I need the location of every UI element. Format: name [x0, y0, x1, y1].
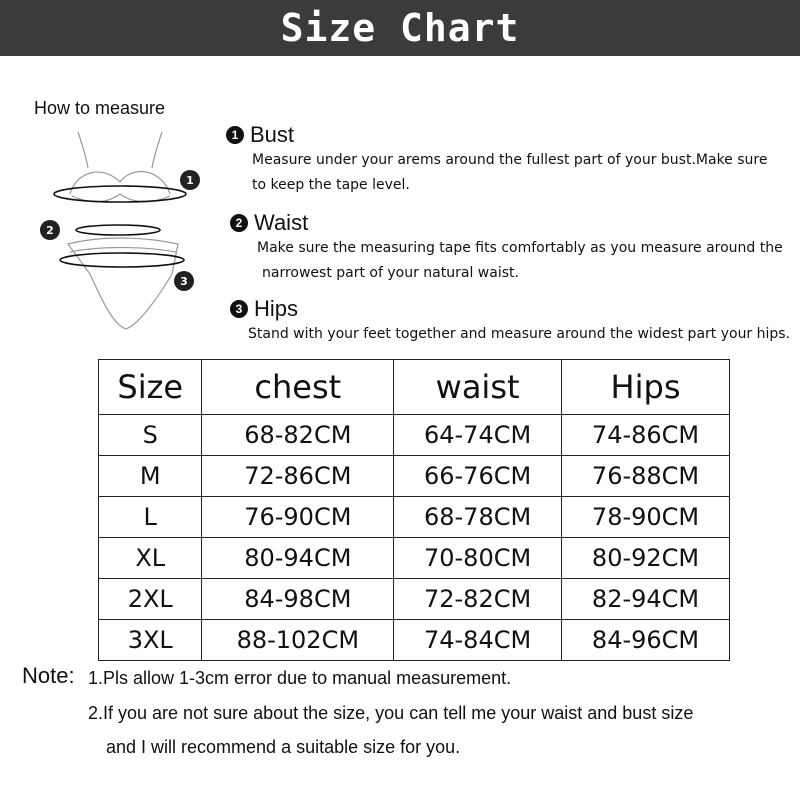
column-header-hips: Hips — [562, 360, 730, 415]
hips-cell: 78-90CM — [562, 497, 730, 538]
table-row — [99, 456, 730, 497]
note-line-2: 2.If you are not sure about the size, you can tell me your waist and bust size — [88, 703, 694, 723]
step-title: Hips — [254, 296, 299, 321]
note-line-1: 1.Pls allow 1-3cm error due to manual measurement. — [88, 668, 512, 688]
note-line-3: and I will recommend a suitable size for you. — [106, 737, 461, 757]
table-row — [99, 497, 730, 538]
size-cell: L — [99, 497, 202, 538]
step-description — [257, 236, 783, 286]
step-description-line: Make sure the measuring tape fits comfortably as you measure around the — [257, 240, 783, 256]
step-number-badge: 3 — [230, 300, 248, 318]
chest-cell: 76-90CM — [202, 497, 394, 538]
marker-1 — [180, 170, 200, 190]
step-bust — [226, 122, 767, 198]
note-label: Note: — [22, 663, 75, 688]
column-header-chest: chest — [202, 360, 394, 415]
table-row — [99, 579, 730, 620]
chest-cell: 84-98CM — [202, 579, 394, 620]
hips-cell: 80-92CM — [562, 538, 730, 579]
svg-text:3: 3 — [180, 275, 188, 288]
waist-cell: 72-82CM — [394, 579, 562, 620]
hips-cell: 82-94CM — [562, 579, 730, 620]
step-description-line: narrowest part of your natural waist. — [262, 265, 519, 281]
waist-cell: 66-76CM — [394, 456, 562, 497]
size-cell: 3XL — [99, 620, 202, 661]
waist-cell: 68-78CM — [394, 497, 562, 538]
hips-cell: 76-88CM — [562, 456, 730, 497]
marker-2 — [40, 220, 60, 240]
size-table — [98, 359, 730, 661]
svg-text:2: 2 — [46, 224, 54, 237]
size-cell: S — [99, 415, 202, 456]
size-cell: XL — [99, 538, 202, 579]
page-title: Size Chart — [280, 6, 520, 50]
step-description — [248, 322, 790, 347]
header-bar — [0, 0, 800, 56]
how-to-measure-label: How to measure — [34, 98, 166, 118]
chest-cell: 80-94CM — [202, 538, 394, 579]
step-title: Bust — [250, 122, 295, 147]
hips-measure-line — [60, 253, 184, 267]
waist-cell: 70-80CM — [394, 538, 562, 579]
step-hips — [230, 296, 790, 347]
table-row — [99, 415, 730, 456]
chest-cell: 88-102CM — [202, 620, 394, 661]
size-cell: M — [99, 456, 202, 497]
hips-cell: 74-86CM — [562, 415, 730, 456]
marker-3 — [174, 271, 194, 291]
step-waist — [230, 210, 783, 286]
step-description-line: Measure under your arems around the fullest part of your bust.Make sure — [252, 152, 768, 168]
waist-cell: 64-74CM — [394, 415, 562, 456]
waist-cell: 74-84CM — [394, 620, 562, 661]
hips-cell: 84-96CM — [562, 620, 730, 661]
step-number-badge: 2 — [230, 214, 248, 232]
body-measurement-illustration — [30, 124, 220, 344]
column-header-waist: waist — [394, 360, 562, 415]
chest-cell: 68-82CM — [202, 415, 394, 456]
size-cell: 2XL — [99, 579, 202, 620]
chest-cell: 72-86CM — [202, 456, 394, 497]
step-description-line: to keep the tape level. — [252, 177, 410, 193]
waist-measure-line — [76, 225, 160, 235]
table-header-row — [99, 360, 730, 415]
step-description-line: Stand with your feet together and measure around the widest part your hips. — [248, 326, 791, 342]
step-number-badge: 1 — [226, 126, 244, 144]
table-row — [99, 538, 730, 579]
step-title: Waist — [254, 210, 309, 235]
svg-text:1: 1 — [186, 174, 194, 187]
column-header-size: Size — [99, 360, 202, 415]
step-description — [252, 148, 767, 198]
table-row — [99, 620, 730, 661]
